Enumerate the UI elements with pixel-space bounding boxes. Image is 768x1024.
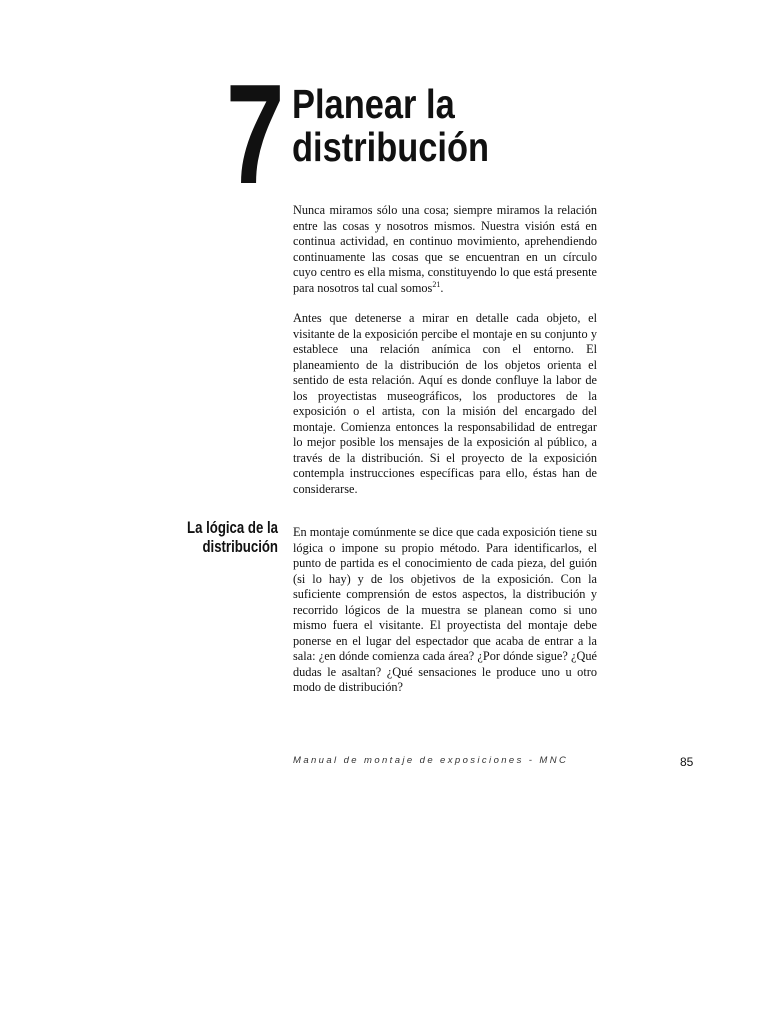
chapter-title — [292, 83, 622, 169]
paragraph-intro-text: Nunca miramos sólo una cosa; siempre miramos la relación entre las cosas y nosotros mismos. Nuestra visión está en continua actividad, en continuo movimiento, aprehendiendo continuamente las cosas que se encuentran en un círculo cuyo centro es ella misma, constituyendo lo que está presente para nosotros tal cual somos — [293, 203, 597, 295]
paragraph-intro — [293, 203, 597, 296]
chapter-title-line-2: distribución — [292, 124, 490, 170]
section-heading-line-2: distribución — [202, 538, 278, 556]
paragraph-overview: Antes que detenerse a mirar en detalle cada objeto, el visitante de la exposición percibe el montaje en su conjunto y establece una relación anímica con el entorno. El planeamiento de la distribución de los objetos orienta el sentido de esta relación. Aquí es donde confluye la labor de los proyectistas museográficos, los productores de la exposición o el artista, con la misión del encargado del montaje. Comienza entonces la responsabilidad de entregar lo mejor posible los mensajes de la exposición al público, a través de la distribución. Si el proyecto de la exposición contempla instrucciones específicas para ello, éstas han de considerarse. — [293, 311, 597, 496]
chapter-title-line-1: Planear la — [292, 81, 455, 127]
running-footer: Manual de montaje de exposiciones - MNC — [293, 755, 569, 766]
paragraph-section-logic: En montaje comúnmente se dice que cada exposición tiene su lógica o impone su propio método. Para identificarlos, el punto de partida es el conocimiento de cada pieza, del guión (si lo hay) y de los objetivos de la exposición. Con la suficiente comprensión de estos aspectos, la distribución y recorrido lógicos de la muestra se planean como si uno mismo fuera el visitante. El proyectista del montaje debe ponerse en el lugar del espectador que acaba de entrar a la sala: ¿en dónde comienza cada área? ¿Por dónde sigue? ¿Qué dudas le asaltan? ¿Qué sensaciones le produce uno u otro modo de distribución? — [293, 525, 597, 694]
section-heading — [150, 519, 278, 557]
paragraph-intro-end: . — [440, 280, 444, 295]
page-number: 85 — [680, 755, 694, 769]
section-heading-line-1: La lógica de la — [187, 519, 278, 537]
chapter-number: 7 — [226, 55, 283, 214]
footnote-reference[interactable]: 21 — [432, 279, 441, 289]
